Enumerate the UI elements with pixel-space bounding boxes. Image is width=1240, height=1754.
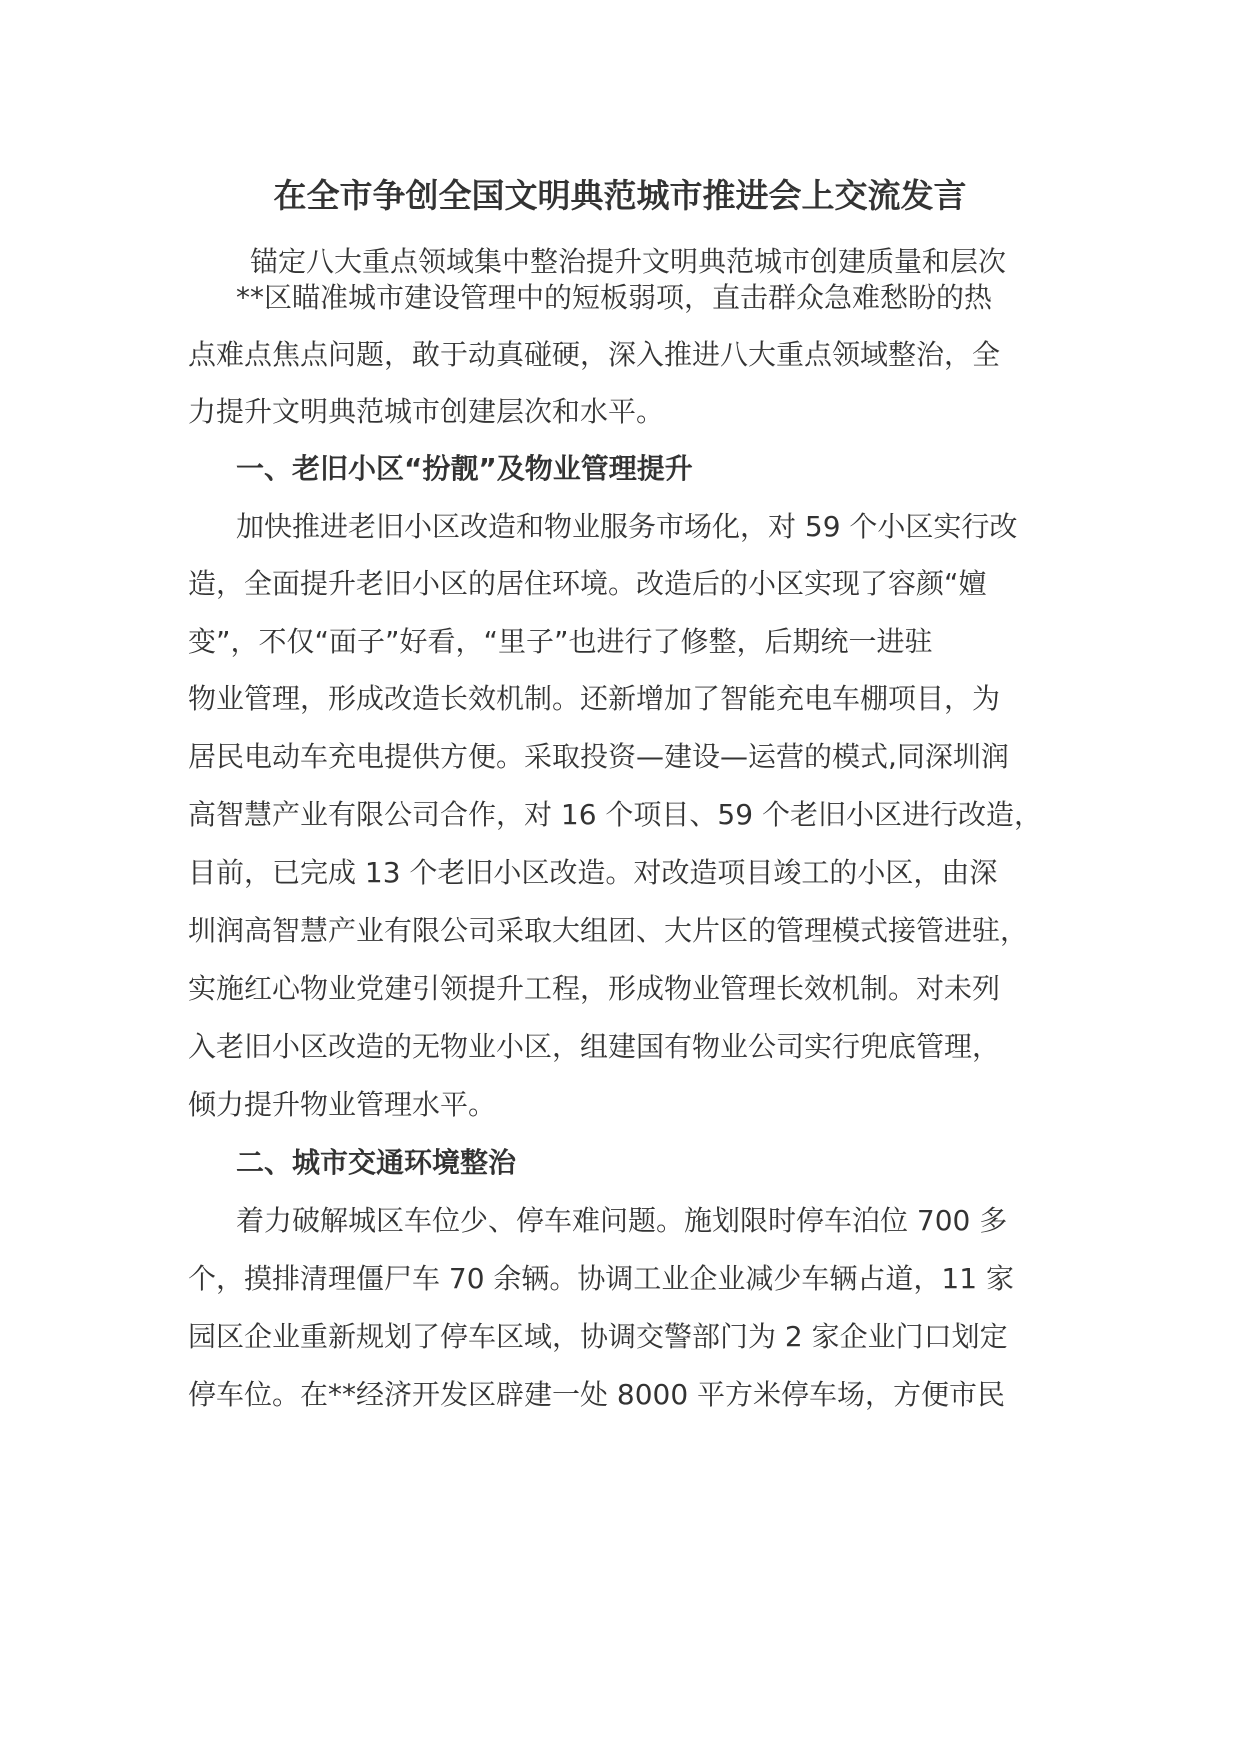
paragraph-line: 圳润高智慧产业有限公司采取大组团、大片区的管理模式接管进驻， (188, 914, 1029, 947)
paragraph-line: 倾力提升物业管理水平。 (188, 1088, 497, 1121)
document-subtitle: 锚定八大重点领域集中整治提升文明典范城市创建质量和层次 (250, 245, 1007, 278)
paragraph-line: 高智慧产业有限公司合作，对 16 个项目、59 个老旧小区进行改造， (188, 798, 1042, 831)
paragraph-line: 加快推进老旧小区改造和物业服务市场化，对 59 个小区实行改 (236, 510, 1018, 543)
paragraph-line: 变”，不仅“面子”好看，“里子”也进行了修整，后期统一进驻 (188, 625, 933, 658)
document-title: 在全市争创全国文明典范城市推进会上交流发言 (273, 176, 967, 215)
paragraph-line: 着力破解城区车位少、停车难问题。施划限时停车泊位 700 多 (236, 1204, 1008, 1237)
section-heading: 一、老旧小区“扮靓”及物业管理提升 (236, 452, 693, 485)
paragraph-line: 造，全面提升老旧小区的居住环境。改造后的小区实现了容颜“嬗 (188, 567, 987, 600)
paragraph-line: 入老旧小区改造的无物业小区，组建国有物业公司实行兜底管理， (188, 1030, 1001, 1063)
paragraph-line: **区瞄准城市建设管理中的短板弱项，直击群众急难愁盼的热 (236, 281, 993, 314)
paragraph-line: 停车位。在**经济开发区辟建一处 8000 平方米停车场，方便市民 (188, 1378, 1006, 1411)
paragraph-line: 个，摸排清理僵尸车 70 余辆。协调工业企业减少车辆占道，11 家 (188, 1262, 1014, 1295)
paragraph-line: 居民电动车充电提供方便。采取投资—建设—运营的模式,同深圳润 (188, 740, 1009, 773)
paragraph-line: 点难点焦点问题，敢于动真碰硬，深入推进八大重点领域整治，全 (188, 338, 1001, 371)
paragraph-line: 实施红心物业党建引领提升工程，形成物业管理长效机制。对未列 (188, 972, 1001, 1005)
paragraph-line: 目前，已完成 13 个老旧小区改造。对改造项目竣工的小区，由深 (188, 856, 998, 889)
paragraph-line: 力提升文明典范城市创建层次和水平。 (188, 395, 665, 428)
section-heading: 二、城市交通环境整治 (236, 1146, 517, 1179)
paragraph-line: 园区企业重新规划了停车区域，协调交警部门为 2 家企业门口划定 (188, 1320, 1008, 1353)
paragraph-line: 物业管理，形成改造长效机制。还新增加了智能充电车棚项目，为 (188, 682, 1001, 715)
